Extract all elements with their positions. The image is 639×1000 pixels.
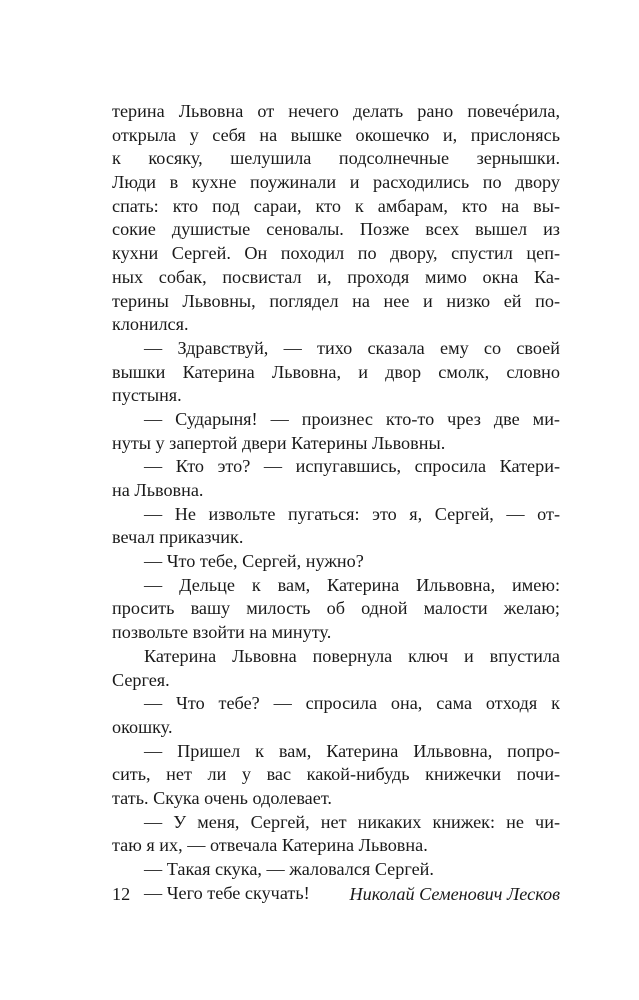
- text-line: — Не извольте пугаться: это я, Сергей, — от-: [144, 503, 560, 524]
- text-line: просить вашу милость об одной малости желаю;: [112, 598, 560, 619]
- text-line: вышки Катерина Львовна, и двор смолк, словно: [112, 361, 560, 382]
- text-line: вечал приказчик.: [112, 527, 244, 548]
- page-footer: [112, 884, 560, 908]
- text-line: — Такая скука, — жаловался Сергей.: [144, 859, 434, 879]
- page-number: 12: [112, 884, 131, 904]
- text-line: — Кто это? — испугавшись, спросила Катери-: [144, 456, 560, 477]
- running-footer-author: Николай Семенович Лесков: [349, 884, 560, 904]
- text-line: открыла у себя на вышке окошечко и, прислонясь: [112, 124, 560, 145]
- text-line: сокие душистые сеновалы. Позже всех вышел из: [112, 219, 560, 240]
- text-line: — Пришел к вам, Катерина Ильвовна, попро-: [144, 740, 560, 761]
- text-line: — Дельце к вам, Катерина Ильвовна, имею:: [144, 574, 560, 595]
- text-line: таю я их, — отвечала Катерина Львовна.: [112, 835, 428, 856]
- text-line: — Чего тебе скучать!: [144, 882, 310, 903]
- text-line: на Львовна.: [112, 480, 204, 500]
- text-line: — Что тебе, Сергей, нужно?: [144, 551, 364, 572]
- text-line: Катерина Львовна повернула ключ и впустила: [144, 645, 560, 666]
- text-line: пустыня.: [112, 385, 182, 406]
- text-line: терины Львовны, поглядел на нее и низко ей по-: [112, 290, 560, 311]
- text-line: к косяку, шелушила подсолнечные зернышки.: [112, 148, 560, 169]
- text-line: тать. Скука очень одолевает.: [112, 787, 332, 808]
- text-line: спать: кто под сараи, кто к амбарам, кто на вы-: [112, 195, 560, 216]
- text-line: окошку.: [112, 716, 173, 737]
- text-line: — У меня, Сергей, нет никаких книжек: не чи-: [144, 811, 560, 832]
- text-line: клонился.: [112, 314, 189, 335]
- text-line: нуты у запертой двери Катерины Львовны.: [112, 432, 446, 453]
- text-line: — Сударыня! — произнес кто-то чрез две ми-: [144, 408, 560, 429]
- body-text: [112, 100, 560, 905]
- text-line: сить, нет ли у вас какой-нибудь книжечки почи-: [112, 764, 560, 785]
- text-line: терина Львовна от нечего делать рано повечéрила,: [112, 101, 560, 121]
- text-line: ных собак, посвистал и, проходя мимо окна Ка-: [112, 266, 560, 287]
- text-line: Люди в кухне поужинали и расходились по двору: [112, 172, 560, 193]
- text-line: позвольте взойти на минуту.: [112, 622, 332, 643]
- text-line: — Здравствуй, — тихо сказала ему со своей: [144, 337, 560, 358]
- text-line: Сергея.: [112, 669, 170, 690]
- text-line: кухни Сергей. Он походил по двору, спустил цеп-: [112, 243, 560, 264]
- text-line: — Что тебе? — спросила она, сама отходя к: [144, 693, 560, 714]
